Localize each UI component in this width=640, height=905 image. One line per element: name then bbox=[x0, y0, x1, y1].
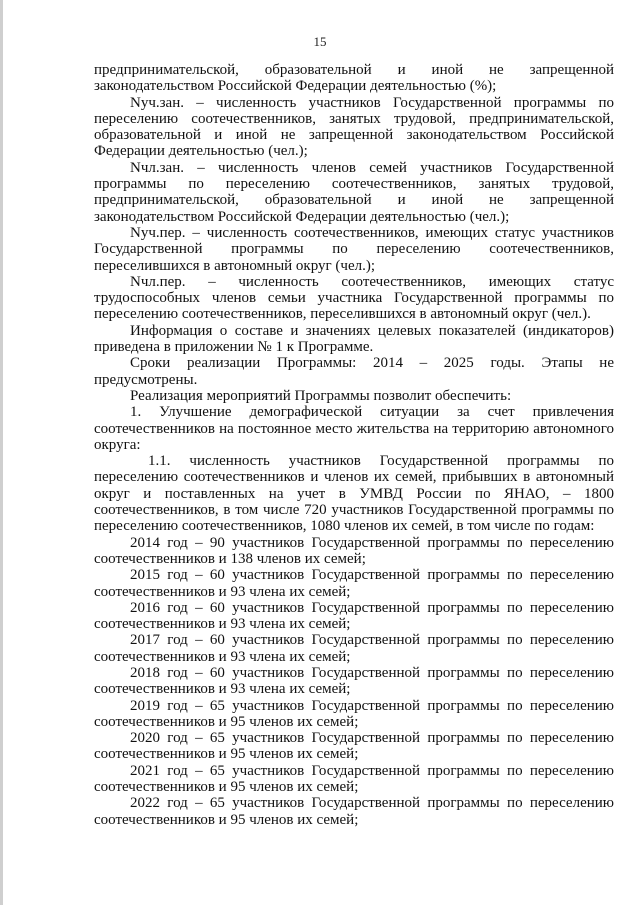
year-item: 2017 год – 60 участников Государственной программы по переселению соотечественников и 93 члена их семей; bbox=[94, 632, 614, 665]
paragraph: 1.1. численность участников Государственной программы по переселению соотечественников и членов их семей, прибывших в автономный округ и поставленных на учет в УМВД России по ЯНАО, – 1800 соотечественников, в том числе 720 участников Государственной программы по переселению соотечественников, 1080 членов их семей, в том числе по годам: bbox=[94, 453, 614, 535]
year-item: 2020 год – 65 участников Государственной программы по переселению соотечественников и 95 членов их семей; bbox=[94, 730, 614, 763]
paragraph: предпринимательской, образовательной и иной не запрещенной законодательством Российской Федерации деятельностью (%); bbox=[94, 62, 614, 95]
year-item: 2015 год – 60 участников Государственной программы по переселению соотечественников и 93 члена их семей; bbox=[94, 567, 614, 600]
paragraph: Nуч.зан. – численность участников Государственной программы по переселению соотечественников, занятых трудовой, предпринимательской, образовательной и иной не запрещенной законодательством Российской Федерации деятельностью (чел.); bbox=[94, 94, 614, 160]
year-item: 2022 год – 65 участников Государственной программы по переселению соотечественников и 95 членов их семей; bbox=[94, 795, 614, 828]
paragraph: Реализация мероприятий Программы позволит обеспечить: bbox=[130, 387, 512, 404]
year-item: 2014 год – 90 участников Государственной программы по переселению соотечественников и 138 членов их семей; bbox=[94, 534, 614, 567]
document-body bbox=[94, 62, 614, 828]
page-number: 15 bbox=[313, 34, 327, 49]
paragraph: Nчл.пер. – численность соотечественников, имеющих статус трудоспособных членов семьи участника Государственной программы по переселению соотечественников, переселившихся в автономный округ (чел.). bbox=[94, 273, 614, 323]
year-item: 2018 год – 60 участников Государственной программы по переселению соотечественников и 93 члена их семей; bbox=[94, 664, 614, 698]
paragraph: 1. Улучшение демографической ситуации за счет привлечения соотечественников на постоянное место жительства на территорию автономного округа: bbox=[94, 404, 614, 453]
paragraph: Информация о составе и значениях целевых показателей (индикаторов) приведена в приложении № 1 к Программе. bbox=[94, 322, 614, 356]
paragraph: Nчл.зан. – численность членов семей участников Государственной программы по переселению соотечественников, занятых трудовой, предпринимательской, образовательной и иной не запрещенной законодательством Российской Федерации деятельностью (чел.); bbox=[94, 159, 614, 225]
paragraph: Nуч.пер. – численность соотечественников, имеющих статус участников Государственной программы по переселению соотечественников, переселившихся в автономный округ (чел.); bbox=[94, 224, 614, 274]
year-item: 2019 год – 65 участников Государственной программы по переселению соотечественников и 95 членов их семей; bbox=[94, 697, 614, 730]
paragraph: Сроки реализации Программы: 2014 – 2025 годы. Этапы не предусмотрены. bbox=[94, 355, 614, 388]
year-item: 2021 год – 65 участников Государственной программы по переселению соотечественников и 95 членов их семей; bbox=[94, 762, 614, 796]
year-item: 2016 год – 60 участников Государственной программы по переселению соотечественников и 93 члена их семей; bbox=[94, 599, 614, 633]
